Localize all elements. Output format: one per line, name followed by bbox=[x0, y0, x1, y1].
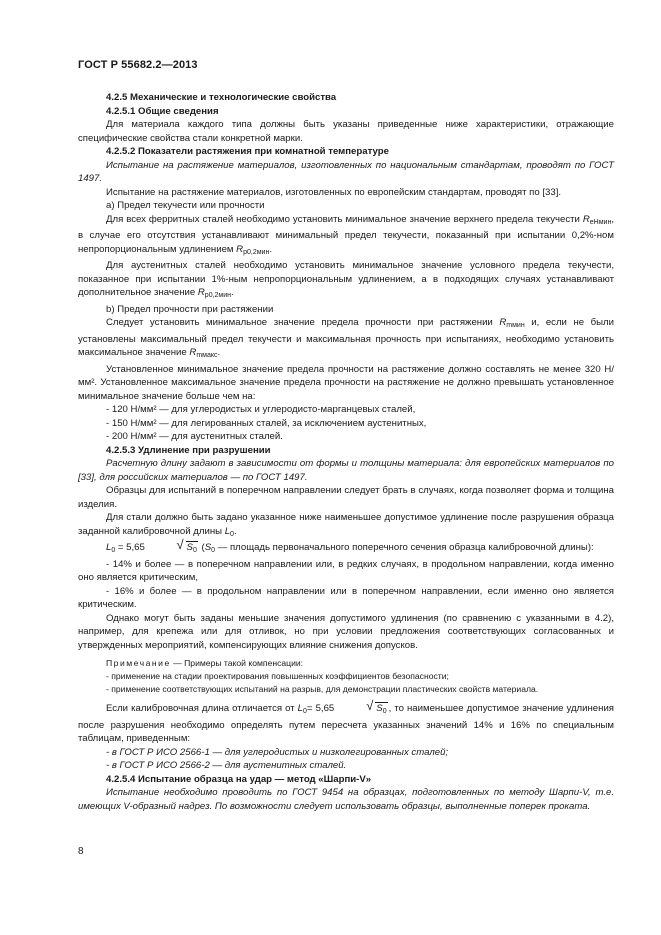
paragraph-tensile-eu: Испытание на растяжение материалов, изготовленных по европейским стандартам, проводят по [33]. bbox=[106, 186, 562, 198]
subscript: 0 bbox=[303, 708, 307, 715]
list-item-150: - 150 Н/мм² — для легированных сталей, за исключением аустенитных, bbox=[106, 417, 427, 429]
text-run: Для стали должно быть задано указанное ниже наименьшее допустимое удлинение после разрушения образца заданной калибровочной длины bbox=[78, 512, 614, 537]
formula-gauge-length bbox=[78, 537, 614, 558]
text-run: , в случае его отсутствия устанавливают минимальный предел текучести, показанный при испытании 0,2%-ном непропорциональным удлинением bbox=[78, 213, 614, 255]
symbol-l: L bbox=[106, 542, 112, 553]
subscript: 0 bbox=[230, 530, 234, 538]
symbol-r: R bbox=[236, 243, 244, 255]
subscript: mмакс bbox=[196, 352, 218, 359]
sqrt-expression bbox=[338, 698, 387, 719]
paragraph-min-value: Установленное минимальное значение предела прочности на растяжение должно составлять не менее 320 Н/мм². Установленное максимальное значение предела прочности на растяжение не должно превышать установленное минимальное значение больше чем на: bbox=[78, 363, 614, 402]
sqrt-sign: √ bbox=[176, 537, 184, 552]
text-run: — площадь первоначального поперечного сечения образца калибровочной длины): bbox=[215, 542, 594, 553]
list-item-120: - 120 Н/мм² — для углеродистых и углеродисто-марганцевых сталей, bbox=[106, 404, 416, 415]
paragraph-general: Для материала каждого типа должны быть указаны приведенные ниже характеристики, отражающие специфические свойства стали конкретной марки. bbox=[78, 119, 614, 144]
text-run: Следует установить минимальное значение предела прочности при растяжении bbox=[106, 317, 500, 328]
list-item-14: - 14% и более — в поперечном направлении или, в редких случаях, в продольном направлении, когда именно оно является критическим, bbox=[78, 558, 614, 583]
text-run: Если калибровочная длина отличается от bbox=[106, 703, 298, 714]
symbol-l: L bbox=[297, 703, 304, 714]
paragraph-gauge-length: Расчетную длину задают в зависимости от формы и толщины материала: для европейских материалов по [33], для российских материалов — по ГОСТ 1497. bbox=[78, 458, 614, 483]
text-run: = 5,65 bbox=[115, 542, 145, 553]
heading-4-2-5-2: 4.2.5.2 Показатели растяжения при комнатной температуре bbox=[106, 146, 389, 157]
text-run: и, если не были установлены максимальный предел текучести и максимальная прочность при испытаниях, необходимо установить максимальное значение bbox=[78, 317, 614, 358]
list-item-200: - 200 Н/мм² — для аустенитных сталей. bbox=[106, 431, 283, 442]
symbol-r: R bbox=[499, 317, 507, 328]
symbol-s: S bbox=[204, 542, 212, 553]
symbol-r: R bbox=[582, 213, 590, 225]
paragraph-tensile-ru: Испытание на растяжение материалов, изготовленных по национальным стандартам, проводят по ГОСТ 1497. bbox=[78, 159, 614, 184]
page-header: ГОСТ Р 55682.2—2013 bbox=[78, 59, 198, 71]
paragraph-austenitic bbox=[78, 259, 614, 303]
symbol-s: S bbox=[186, 542, 193, 553]
list-item-b: b) Предел прочности при растяжении bbox=[106, 303, 274, 315]
sqrt-radicand bbox=[186, 541, 198, 553]
note-item-1: - применение на стадии проектирования повышенных коэффициентов безопасности; bbox=[106, 671, 449, 681]
page-number: 8 bbox=[78, 846, 84, 857]
heading-4-2-5: 4.2.5 Механические и технологические свойства bbox=[106, 92, 337, 103]
text-run: . bbox=[269, 243, 272, 255]
sqrt-radicand bbox=[375, 702, 387, 714]
text-run: . bbox=[233, 525, 237, 537]
paragraph-transverse: Образцы для испытаний в поперечном направлении следует брать в случаях, когда позволяет форма и толщина изделия. bbox=[78, 485, 614, 510]
subscript: p0,2мин bbox=[204, 292, 232, 299]
paragraph-elongation bbox=[78, 511, 614, 541]
paragraph-impact-test: Испытание необходимо проводить по ГОСТ 9454 на образцах, подготовленных по методу Шарпи-V, т.е. имеющих V-образный надрез. По возможности следует использовать образцы, выполненные поперек проката. bbox=[78, 787, 614, 812]
subscript: mмин bbox=[506, 322, 525, 329]
symbol-r: R bbox=[197, 287, 205, 298]
note-item-2: - применение соответствующих испытаний на разрыв, для демонстрации пластических свойств материала. bbox=[106, 684, 539, 694]
paragraph-strength bbox=[78, 316, 614, 363]
symbol-r: R bbox=[189, 347, 197, 358]
list-item-gost-2: - в ГОСТ Р ИСО 2566-2 — для аустенитных сталей. bbox=[106, 760, 347, 771]
text-run: . bbox=[217, 347, 221, 358]
subscript: eHмин bbox=[589, 218, 612, 226]
note-label: Примечание bbox=[106, 658, 171, 668]
paragraph-gauge-differs bbox=[78, 698, 614, 746]
note-title bbox=[78, 657, 614, 670]
subscript: 0 bbox=[111, 547, 116, 554]
heading-4-2-5-4: 4.2.5.4 Испытание образца на удар — метод «Шарпи-V» bbox=[106, 773, 372, 785]
heading-4-2-5-3: 4.2.5.3 Удлинение при разрушении bbox=[106, 444, 271, 456]
text-run: = 5,65 bbox=[306, 703, 335, 714]
symbol-l: L bbox=[224, 525, 231, 537]
text-run: , то наименьшее допустимое значение удлинения после разрушения необходимо определять путем пересчета указанных значений 14% и 16% по специальным таблицам, приведенным: bbox=[78, 703, 614, 744]
list-item-a: а) Предел текучести или прочности bbox=[106, 200, 265, 211]
list-item-gost-1: - в ГОСТ Р ИСО 2566-1 — для углеродистых и низколегированных сталей; bbox=[106, 746, 449, 758]
list-item-16: - 16% и более — в продольном направлении или в поперечном направлении, если именно оно является критическим. bbox=[78, 585, 614, 610]
paragraph-smaller-values: Однако могут быть заданы меньшие значения допустимого удлинения (по сравнению с указанными в 4.2), например, для крепежа или для отливок, но при условии предложения соответствующих согласованных и утвержденных мероприятий, компенсирующих влияние снижения допусков. bbox=[78, 612, 614, 651]
heading-4-2-5-1: 4.2.5.1 Общие сведения bbox=[106, 105, 219, 117]
symbol-s: S bbox=[376, 703, 383, 714]
subscript: 0 bbox=[211, 547, 216, 554]
subscript: 0 bbox=[382, 708, 387, 715]
text-run: Для всех ферритных сталей необходимо установить минимальное значение верхнего предела текучести bbox=[106, 213, 583, 225]
sqrt-expression bbox=[149, 537, 198, 558]
subscript: p0,2мин bbox=[243, 248, 270, 256]
subscript: 0 bbox=[192, 547, 197, 554]
document-body bbox=[78, 91, 614, 813]
text-run: Для аустенитных сталей необходимо установить минимальное значение условного предела текучести, показанное при испытании 1%-ным непропорциональным удлинением, а в подходящих случаях устанавливают дополнительное значение bbox=[78, 260, 614, 298]
paragraph-ferritic bbox=[78, 213, 614, 260]
text-run: — Примеры такой компенсации: bbox=[170, 658, 304, 668]
sqrt-sign: √ bbox=[366, 698, 374, 713]
text-run: ( bbox=[198, 542, 205, 553]
text-run: . bbox=[231, 287, 234, 298]
